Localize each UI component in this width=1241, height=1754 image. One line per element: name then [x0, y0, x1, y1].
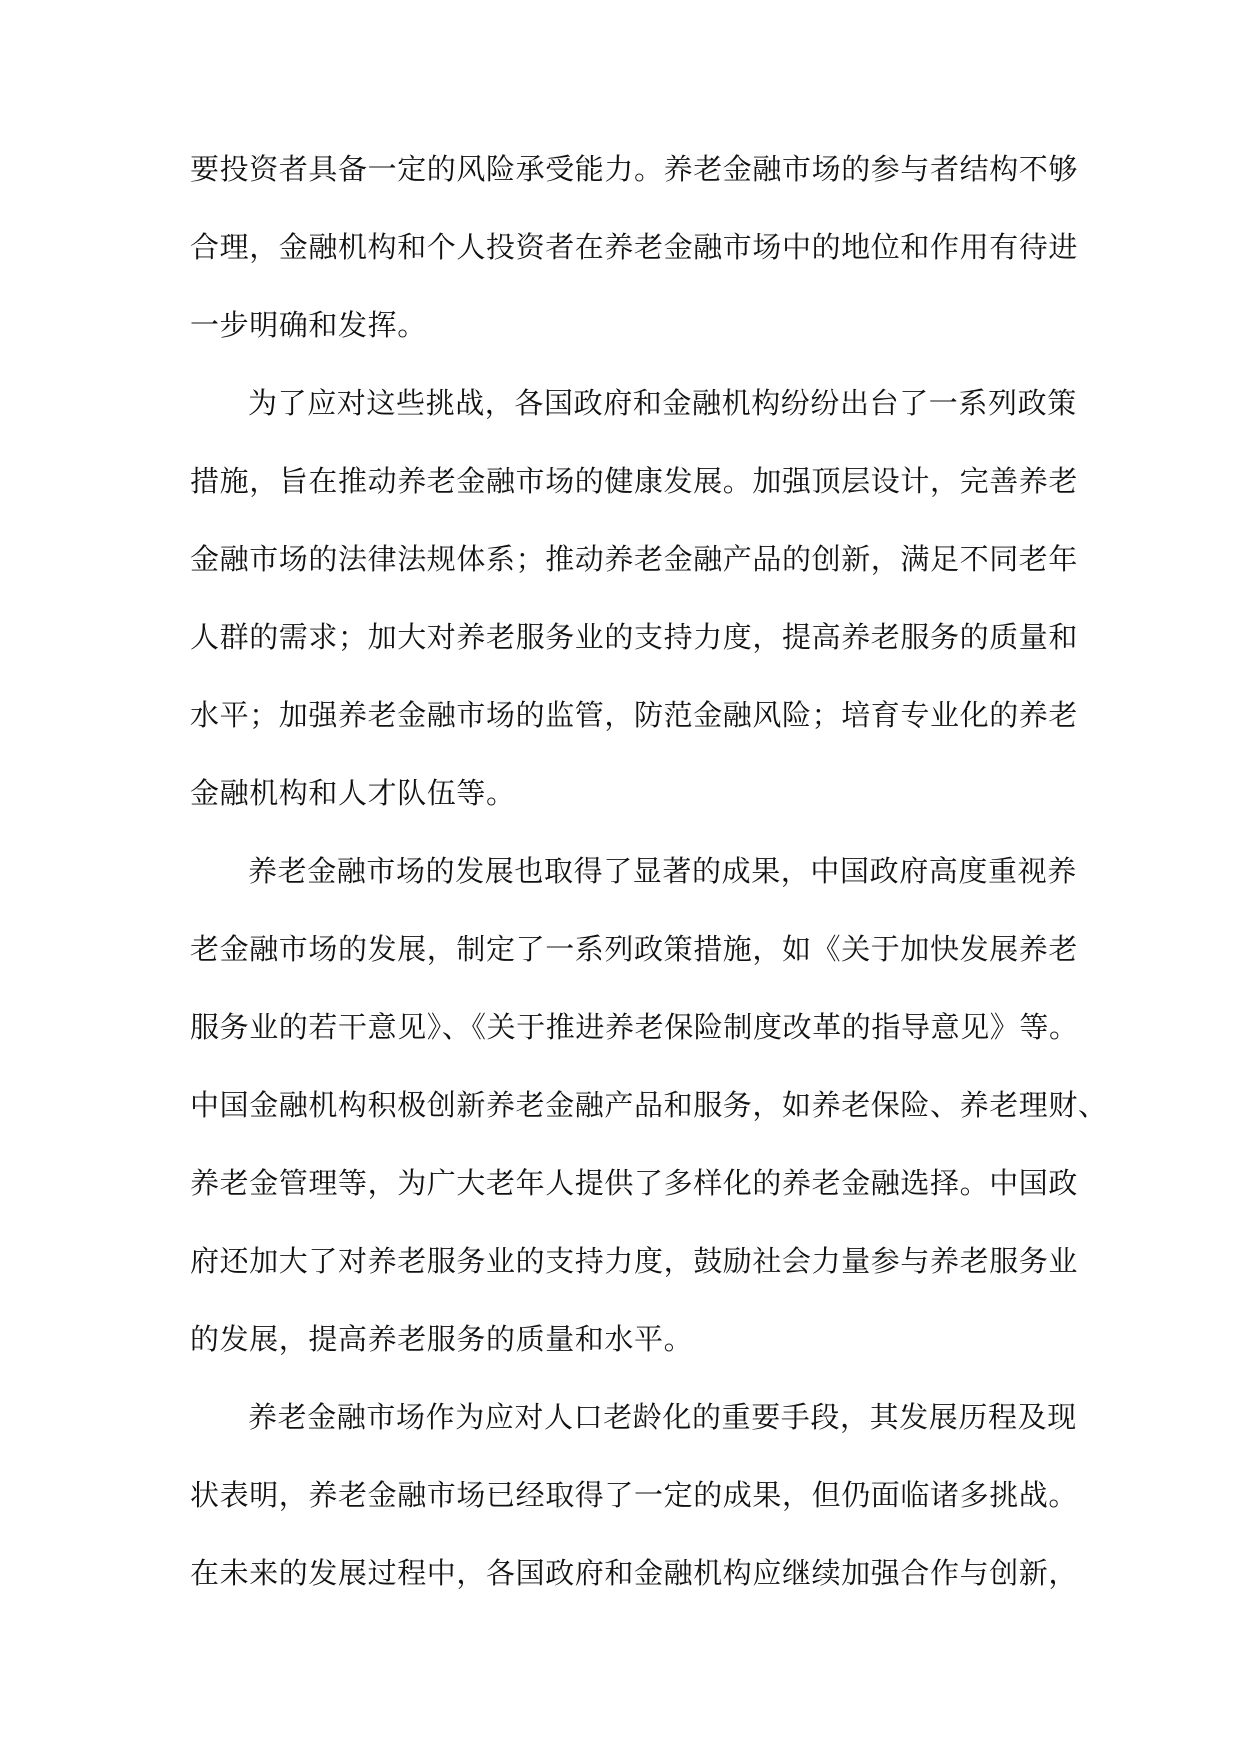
paragraph-line: 状表明，养老金融市场已经取得了一定的成果，但仍面临诸多挑战。	[190, 1478, 1079, 1512]
paragraph-line: 水平；加强养老金融市场的监管，防范金融风险；培育专业化的养老	[190, 698, 1079, 732]
paragraph-line: 人群的需求；加大对养老服务业的支持力度，提高养老服务的质量和	[190, 620, 1079, 654]
paragraph-line: 在未来的发展过程中，各国政府和金融机构应继续加强合作与创新，	[190, 1556, 1079, 1590]
paragraph-line: 中国金融机构积极创新养老金融产品和服务，如养老保险、养老理财、	[190, 1088, 1108, 1122]
paragraph-line: 的发展，提高养老服务的质量和水平。	[190, 1322, 694, 1356]
paragraph-line: 金融机构和人才队伍等。	[190, 776, 516, 810]
paragraph-line: 为了应对这些挑战，各国政府和金融机构纷纷出台了一系列政策	[248, 386, 1077, 420]
paragraph-line: 养老金融市场的发展也取得了显著的成果，中国政府高度重视养	[248, 854, 1077, 888]
paragraph-line: 合理，金融机构和个人投资者在养老金融市场中的地位和作用有待进	[190, 230, 1079, 264]
paragraph-line: 老金融市场的发展，制定了一系列政策措施，如《关于加快发展养老	[190, 932, 1079, 966]
paragraph-line: 养老金管理等，为广大老年人提供了多样化的养老金融选择。中国政	[190, 1166, 1079, 1200]
paragraph-line: 服务业的若干意见》、《关于推进养老保险制度改革的指导意见》等。	[190, 1010, 1079, 1044]
paragraph-line: 府还加大了对养老服务业的支持力度，鼓励社会力量参与养老服务业	[190, 1244, 1079, 1278]
paragraph-line: 养老金融市场作为应对人口老龄化的重要手段，其发展历程及现	[248, 1400, 1077, 1434]
paragraph-line: 要投资者具备一定的风险承受能力。养老金融市场的参与者结构不够	[190, 152, 1079, 186]
paragraph-line: 金融市场的法律法规体系；推动养老金融产品的创新，满足不同老年	[190, 542, 1079, 576]
document-body	[190, 130, 1108, 1612]
paragraph-line: 措施，旨在推动养老金融市场的健康发展。加强顶层设计，完善养老	[190, 464, 1079, 498]
paragraph-line: 一步明确和发挥。	[190, 308, 427, 342]
